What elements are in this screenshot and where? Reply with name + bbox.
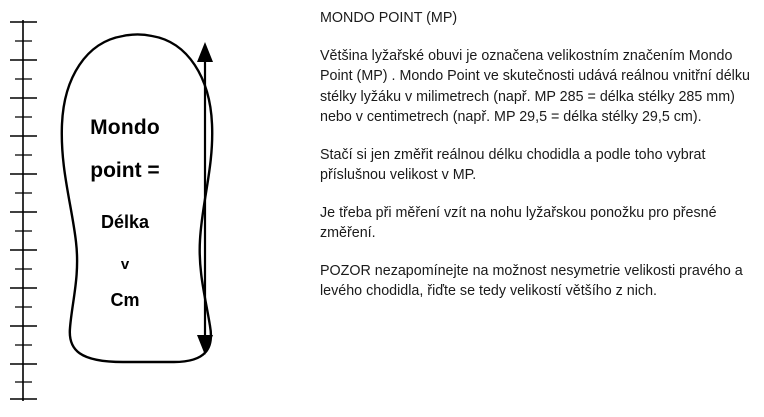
- paragraph-sock-note: Je třeba při měření vzít na nohu lyžařskou ponožku pro přesné změření.: [320, 204, 717, 241]
- description-text-column: [320, 8, 754, 302]
- paragraph-measure-foot: Stačí si jen změřit reálnou délku chodidla a podle toho vybrat příslušnou velikost v MP.: [320, 146, 706, 183]
- sole-label-cm: Cm: [110, 290, 140, 310]
- shoe-sole-outline: [48, 20, 263, 390]
- mondo-point-diagram: [0, 0, 310, 417]
- sole-label-v: v: [120, 256, 130, 273]
- length-measure-arrow: [197, 42, 213, 355]
- sole-label-delka: Délka: [100, 212, 150, 232]
- paragraph-asymmetry-warning: POZOR nezapomínejte na možnost nesymetrie velikosti pravého a levého chodidla, řiďte se tedy velikostí většího z nich.: [320, 262, 743, 299]
- measuring-ruler: [6, 18, 40, 403]
- paragraph-definition: Většina lyžařské obuvi je označena velikostním značením Mondo Point (MP) . Mondo Point ve skutečnosti udává reálnou vnitřní délku stélky lyžáku v milimetrech (např. MP 285 = délka stélky 285 mm) nebo v centimetrech (např. MP 29,5 = délka stélky 29,5 cm).: [320, 47, 750, 125]
- section-heading: MONDO POINT (MP): [320, 10, 458, 26]
- sole-label-point-equals: point =: [90, 159, 160, 182]
- sole-label-mondo: Mondo: [90, 116, 160, 139]
